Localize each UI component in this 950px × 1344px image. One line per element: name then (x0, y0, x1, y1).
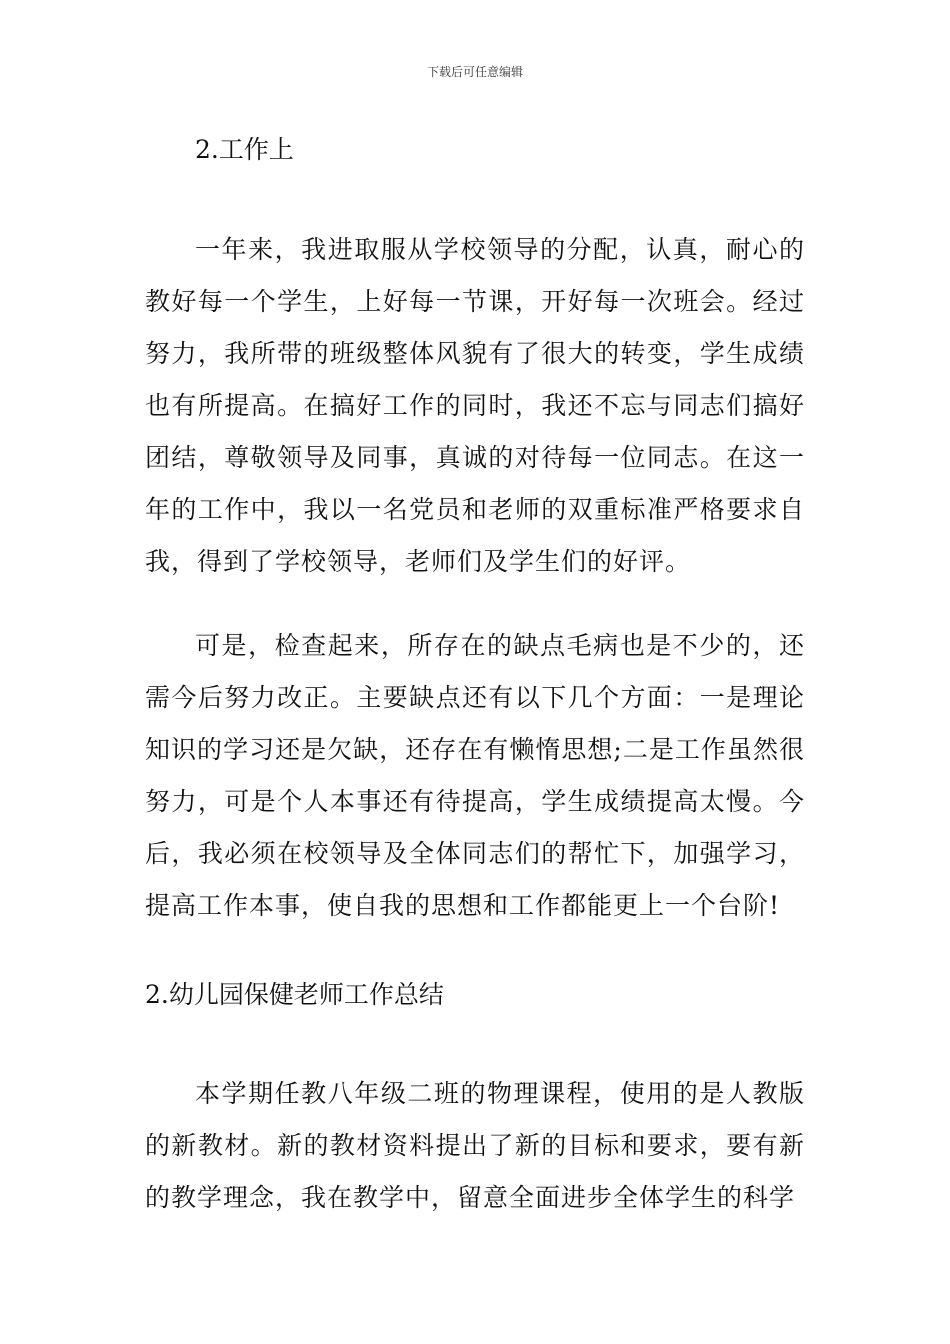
section-heading-kindergarten: 2.幼儿园保健老师工作总结 (145, 980, 444, 1009)
page-header: 下载后可任意编辑 (426, 65, 523, 79)
paragraph-shortcomings: 可是，检查起来，所存在的缺点毛病也是不少的，还需今后努力改正。主要缺点还有以下几个方面：一是理论知识的学习还是欠缺，还存在有懒惰思想;二是工作虽然很努力，可是个人本事还有待提高，学生成绩提高太慢。今后，我必须在校领导及全体同志们的帮忙下，加强学习，提高工作本事，使自我的思想和工作都能更上一个台阶! (145, 631, 805, 920)
paragraph-work-summary: 一年来，我进取服从学校领导的分配，认真，耐心的教好每一个学生，上好每一节课，开好每一次班会。经过努力，我所带的班级整体风貌有了很大的转变，学生成绩也有所提高。在搞好工作的同时，我还不忘与同志们搞好团结，尊敬领导及同事，真诚的对待每一位同志。在这一年的工作中，我以一名党员和老师的双重标准严格要求自我，得到了学校领导，老师们及学生们的好评。 (145, 235, 805, 576)
section-heading-work: 2.工作上 (195, 135, 294, 164)
paragraph-physics-teaching: 本学期任教八年级二班的物理课程，使用的是人教版的新教材。新的教材资料提出了新的目标和要求，要有新的教学理念，我在教学中，留意全面进步全体学生的科学 (145, 1079, 805, 1212)
